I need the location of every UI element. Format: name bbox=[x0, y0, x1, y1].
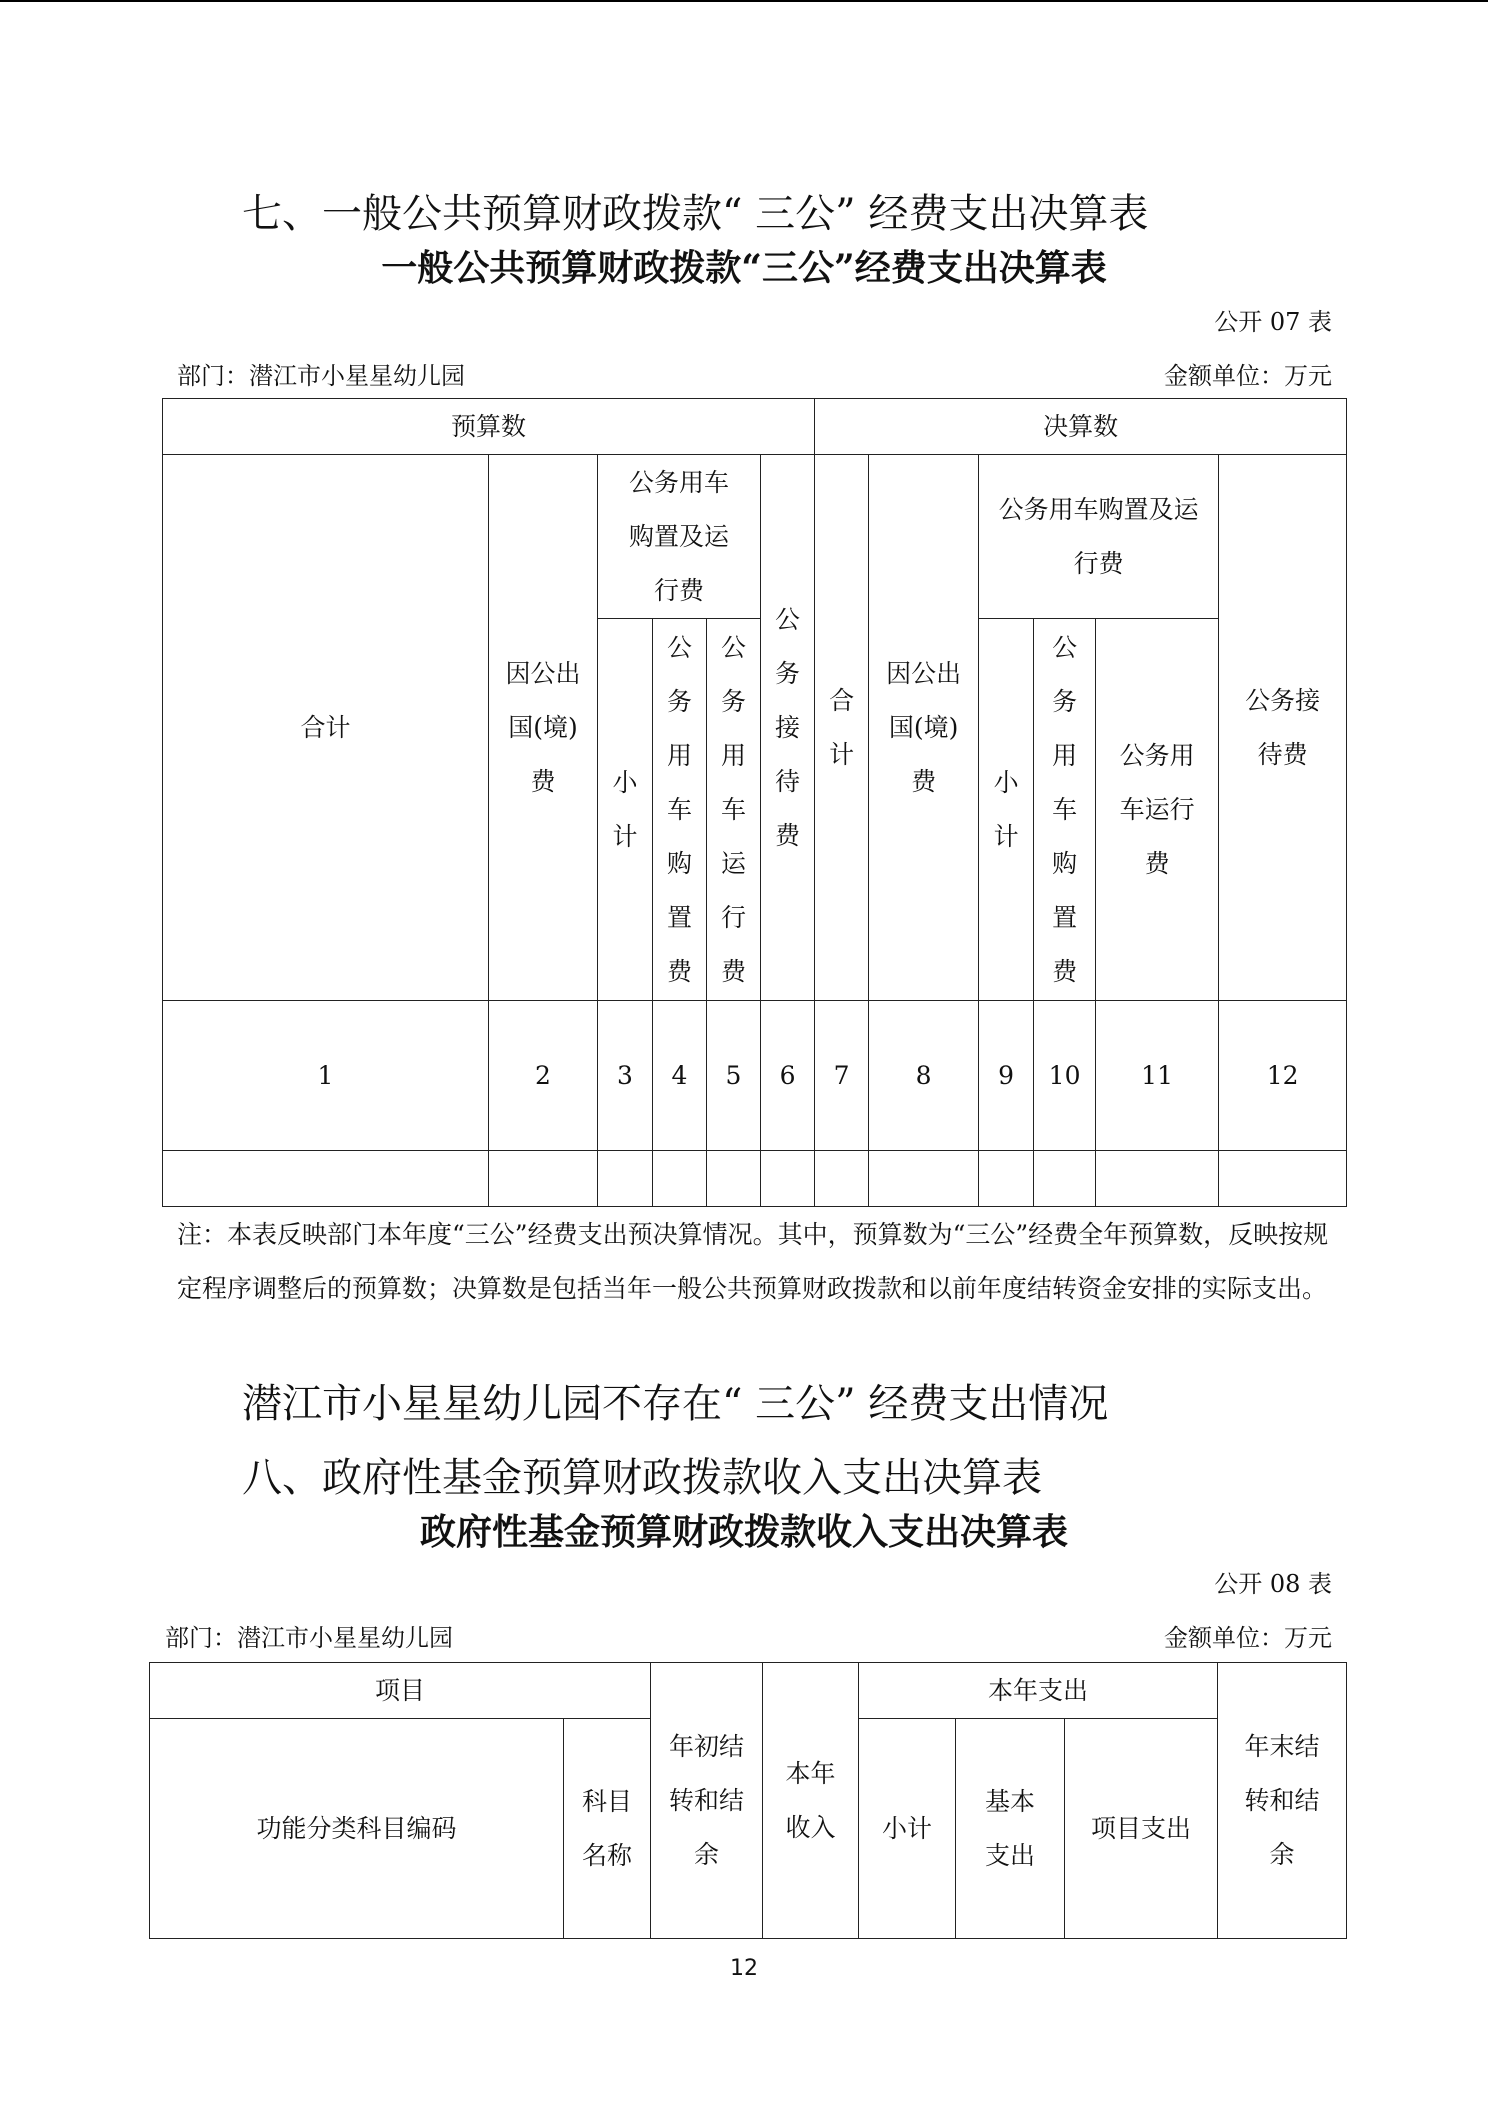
header-final-car-purchase: 公 务 用 车 购 置 费 bbox=[1034, 619, 1096, 1001]
header-budget-car-group: 公务用车购置及运行费 bbox=[598, 455, 761, 619]
column-number-2: 2 bbox=[489, 1001, 598, 1151]
column-number-1: 1 bbox=[163, 1001, 489, 1151]
page-number: 12 bbox=[730, 1956, 758, 1981]
empty-cell bbox=[1034, 1151, 1096, 1207]
empty-cell bbox=[163, 1151, 489, 1207]
empty-cell bbox=[979, 1151, 1034, 1207]
header-subject-name: 科目名称 bbox=[564, 1719, 651, 1939]
section7-heading: 七、一般公共预算财政拨款“ 三公” 经费支出决算表 bbox=[242, 191, 1149, 237]
section7-amount-unit: 金额单位：万元 bbox=[1164, 362, 1332, 390]
header-expense: 本年支出 bbox=[859, 1663, 1218, 1719]
header-function-code: 功能分类科目编码 bbox=[150, 1719, 564, 1939]
empty-cell bbox=[1219, 1151, 1347, 1207]
header-final-reception: 公务接待费 bbox=[1219, 455, 1347, 1001]
section7-department: 部门：潜江市小星星幼儿园 bbox=[177, 362, 465, 390]
column-number-6: 6 bbox=[761, 1001, 815, 1151]
empty-cell bbox=[707, 1151, 761, 1207]
header-final-car-run: 公务用车运行费 bbox=[1096, 619, 1219, 1001]
empty-cell bbox=[761, 1151, 815, 1207]
section7-table-title: 一般公共预算财政拨款“三公”经费支出决算表 bbox=[381, 247, 1107, 289]
header-final: 决算数 bbox=[815, 399, 1347, 455]
empty-cell bbox=[489, 1151, 598, 1207]
empty-cell bbox=[1096, 1151, 1219, 1207]
section8-table-title: 政府性基金预算财政拨款收入支出决算表 bbox=[419, 1511, 1068, 1553]
section8-form-number: 公开 08 表 bbox=[1214, 1570, 1332, 1598]
column-number-8: 8 bbox=[869, 1001, 979, 1151]
column-number-5: 5 bbox=[707, 1001, 761, 1151]
column-number-row bbox=[163, 1001, 1347, 1151]
header-final-car-group: 公务用车购置及运行费 bbox=[979, 455, 1219, 619]
header-budget-abroad: 因公出国(境)费 bbox=[489, 455, 598, 1001]
header-budget-subtotal: 小 计 bbox=[598, 619, 653, 1001]
section8-amount-unit: 金额单位：万元 bbox=[1164, 1624, 1332, 1652]
empty-cell bbox=[653, 1151, 707, 1207]
header-budget-total: 合计 bbox=[163, 455, 489, 1001]
column-number-3: 3 bbox=[598, 1001, 653, 1151]
empty-cell bbox=[815, 1151, 869, 1207]
header-item: 项目 bbox=[150, 1663, 651, 1719]
empty-cell bbox=[869, 1151, 979, 1207]
section7-note: 注：本表反映部门本年度“三公”经费支出预决算情况。其中，预算数为“三公”经费全年预算数，反映按规定程序调整后的预算数；决算数是包括当年一般公共预算财政拨款和以前年度结转资金安排的实际支出。 bbox=[177, 1220, 1329, 1303]
header-project-expense: 项目支出 bbox=[1065, 1719, 1218, 1939]
header-final-total: 合 计 bbox=[815, 455, 869, 1001]
three-public-expense-table bbox=[162, 398, 1347, 1207]
column-number-7: 7 bbox=[815, 1001, 869, 1151]
column-number-10: 10 bbox=[1034, 1001, 1096, 1151]
section8-department: 部门：潜江市小星星幼儿园 bbox=[165, 1624, 453, 1652]
header-budget-reception: 公 务 接 待 费 bbox=[761, 455, 815, 1001]
column-number-4: 4 bbox=[653, 1001, 707, 1151]
header-begin-balance: 年初结转和结余 bbox=[651, 1663, 763, 1939]
column-number-12: 12 bbox=[1219, 1001, 1347, 1151]
header-budget: 预算数 bbox=[163, 399, 815, 455]
header-budget-car-run: 公 务 用 车 运 行 费 bbox=[707, 619, 761, 1001]
government-fund-table bbox=[149, 1662, 1347, 1939]
section7-form-number: 公开 07 表 bbox=[1214, 308, 1332, 336]
column-number-9: 9 bbox=[979, 1001, 1034, 1151]
header-basic-expense: 基本支出 bbox=[956, 1719, 1065, 1939]
header-final-subtotal: 小 计 bbox=[979, 619, 1034, 1001]
empty-cell bbox=[598, 1151, 653, 1207]
empty-data-row bbox=[163, 1151, 1347, 1207]
header-expense-subtotal: 小计 bbox=[859, 1719, 956, 1939]
column-number-11: 11 bbox=[1096, 1001, 1219, 1151]
header-budget-car-purchase: 公 务 用 车 购 置 费 bbox=[653, 619, 707, 1001]
section7-statement: 潜江市小星星幼儿园不存在“ 三公” 经费支出情况 bbox=[242, 1381, 1109, 1427]
header-final-abroad: 因公出国(境)费 bbox=[869, 455, 979, 1001]
page-top-border bbox=[0, 0, 1488, 2]
section8-heading: 八、政府性基金预算财政拨款收入支出决算表 bbox=[242, 1455, 1042, 1501]
header-income: 本年收入 bbox=[763, 1663, 859, 1939]
header-end-balance: 年末结转和结余 bbox=[1218, 1663, 1347, 1939]
